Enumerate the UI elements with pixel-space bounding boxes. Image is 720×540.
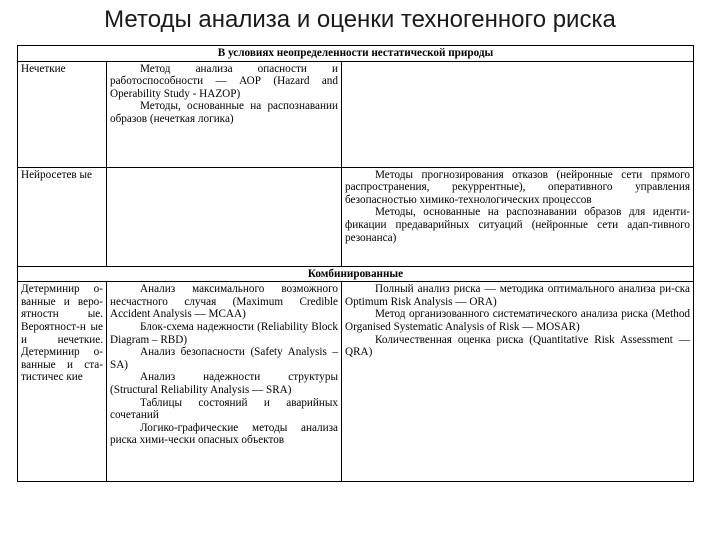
method-pattern-fuzzy: Методы, основанные на распознавании образов (нечеткая логика) [110, 100, 338, 125]
method-mosar: Метод организованного систематического анализа риска (Method Organised Systematic Analysis of Risk — MOSAR) [345, 308, 691, 333]
table-row-fuzzy [18, 61, 694, 167]
table-row-header-uncertainty [18, 46, 694, 62]
method-pattern-neural: Методы, основанные на распознавании образов для иденти-фикации предаварийных ситуаций (нейронные сети адап-тивного резонанса) [345, 206, 691, 244]
table-row-header-combined [18, 266, 694, 282]
method-rbd: Блок-схема надежности (Reliability Block Diagram – RBD) [110, 320, 338, 346]
combined-left-cell [107, 282, 342, 482]
table-row-combined [18, 282, 694, 482]
label-neural: Нейросетев ые [18, 167, 107, 266]
combined-right-cell [342, 282, 694, 482]
method-hazop: Метод анализа опасности и работоспособности — АОР (Hazard and Operability Study - HAZOP) [110, 62, 338, 100]
neural-empty-cell [107, 167, 342, 266]
table-row-neural [18, 167, 694, 266]
method-sa: Анализ безопасности (Safety Analysis – SA) [110, 346, 338, 371]
fuzzy-empty-cell [342, 61, 694, 167]
method-failure-forecast: Методы прогнозирования отказов (нейронные сети прямого распространения, рекуррентные), оперативного управления безопасностью химико-технологических процессов [345, 168, 691, 206]
header-uncertainty: В условиях неопределенности нестатической природы [18, 46, 694, 62]
label-combined: Детерминир о-ванные и веро-ятностн ые. Вероятност-н ые и нечеткие. Детерминир о-ванные и ста-тистичес кие [18, 282, 107, 482]
neural-methods-cell [342, 167, 694, 266]
method-logic-graphic: Логико-графические методы анализа риска хими-чески опасных объектов [110, 421, 338, 447]
fuzzy-methods-cell [107, 61, 342, 167]
method-qra: Количественная оценка риска (Quantitative Risk Assessment — QRA) [345, 333, 691, 359]
method-ora: Полный анализ риска — методика оптимального анализа ри-ска Optimum Risk Analysis — ORA) [345, 283, 691, 308]
method-sra: Анализ надежности структуры (Structural Reliability Analysis — SRA) [110, 371, 338, 396]
page-title: Методы анализа и оценки техногенного риска [104, 6, 616, 33]
header-combined: Комбинированные [18, 266, 694, 282]
risk-methods-table [17, 45, 694, 482]
method-state-tables: Таблицы состояний и аварийных сочетаний [110, 396, 338, 422]
label-fuzzy: Нечеткие [18, 61, 107, 167]
method-mcaa: Анализ максимального возможного несчастного случая (Maximum Credible Accident Analysis — MCAA) [110, 283, 338, 321]
